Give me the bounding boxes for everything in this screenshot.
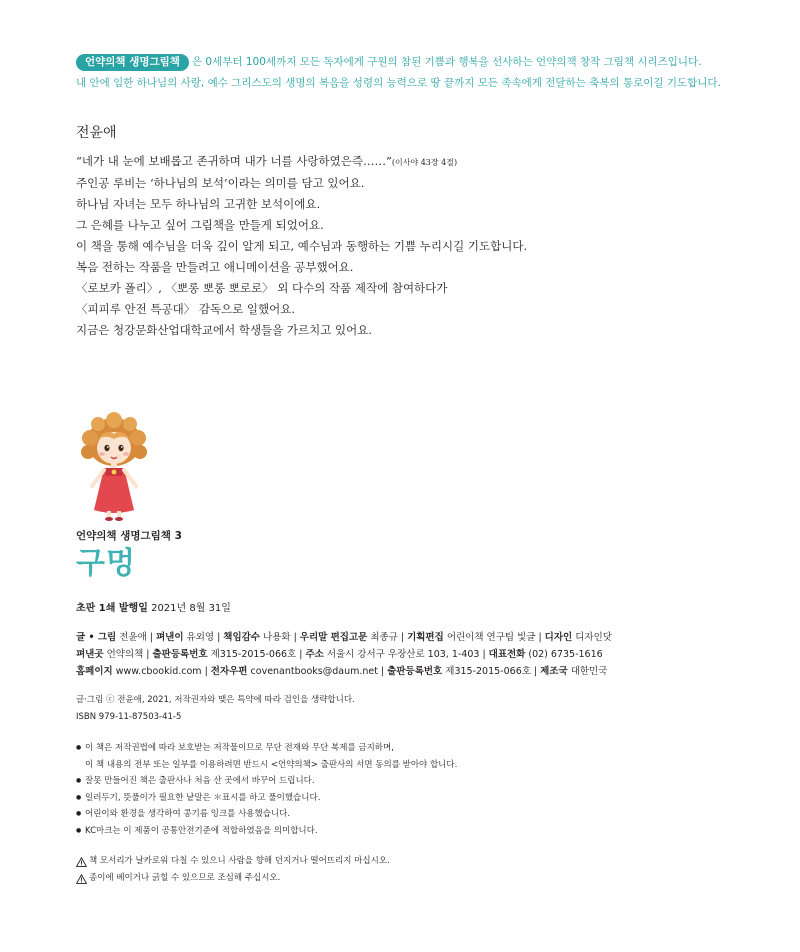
bio-line: 복음 전하는 작품을 만들려고 애니메이션을 공부했어요. [76, 260, 354, 274]
colophon [76, 528, 776, 887]
credit-label: 주소 [305, 649, 324, 660]
credit-label: 출판등록번호 [152, 649, 208, 660]
credit-label: 대표전화 [488, 649, 526, 660]
credit-value: 유외영 [186, 632, 215, 643]
credits-row-2 [76, 646, 776, 663]
credit-value: 대한민국 [570, 666, 608, 677]
credit-value: 서울시 강서구 우장산로 103, 1-403 [326, 649, 480, 660]
credit-separator: | [146, 649, 150, 660]
credit-value: (02) 6735-1616 [528, 649, 603, 660]
credit-separator: | [204, 666, 208, 677]
credit-separator: | [533, 666, 538, 677]
warnings [76, 853, 776, 887]
credit-label: 펴낸곳 [76, 649, 104, 660]
bio-line: 그 은혜를 나누고 싶어 그림책을 만들게 되었어요. [76, 218, 324, 232]
series-intro [76, 52, 776, 94]
credit-label: 제조국 [540, 666, 568, 677]
series-intro-line-1 [76, 52, 776, 73]
warning-line [76, 870, 776, 887]
credit-separator: | [482, 649, 486, 660]
credit-value: 제315-2015-066호 [445, 666, 531, 677]
bio-line: 〈피피루 안전 특공대〉 감독으로 일했어요. [76, 302, 296, 316]
notice-item: ● 어린이와 환경을 생각하여 콩기름 잉크를 사용했습니다. [76, 806, 776, 823]
notice-item: ● 이 책은 저작권법에 따라 보호받는 저작물이므로 무단 전재와 무단 복제를 금지하며, [76, 740, 776, 757]
credit-label: 우리말 편집고문 [299, 632, 368, 643]
book-title: 구멍 [76, 546, 136, 581]
notice-item: 이 책 내용의 전부 또는 일부를 이용하려면 반드시 <언약의책> 출판사의 서면 동의를 받아야 합니다. [85, 759, 458, 770]
first-edition-label: 초판 1쇄 발행일 [76, 603, 148, 614]
credit-separator: | [217, 632, 221, 643]
credit-value: 언약의책 [106, 649, 144, 660]
copyright-line: 글·그림 ⓒ 전윤애, 2021, 저작권자와 맺은 특약에 따라 검인을 생략합니다. [76, 695, 355, 705]
email-link[interactable]: covenantbooks@daum.net [250, 666, 378, 677]
bio-line: 이 책을 통해 예수님을 더욱 깊이 알게 되고, 예수님과 동행하는 기쁨 누리시길 기도합니다. [76, 239, 528, 253]
credit-value: 나용화 [263, 632, 291, 643]
credit-value: 제315-2015-066호 [210, 649, 297, 660]
warning-line [76, 853, 776, 870]
girl-character-illustration [76, 412, 152, 522]
notice-item: ● 잘못 만들어진 책은 출판사나 처음 산 곳에서 바꾸어 드립니다. [76, 773, 776, 790]
notices-list [76, 740, 776, 839]
series-name: 언약의책 생명그림책 3 [76, 530, 182, 542]
credit-label: 전자우편 [210, 666, 248, 677]
series-intro-text-1: 은 0세부터 100세까지 모든 독자에게 구원의 참된 기쁨과 행복을 선사하는 언약의책 창작 그림책 시리즈입니다. [191, 56, 702, 68]
isbn: ISBN 979-11-87503-41-5 [76, 712, 182, 722]
bio-line: 지금은 청강문화산업대학교에서 학생들을 가르치고 있어요. [76, 323, 372, 337]
credits-row-1 [76, 629, 776, 646]
series-badge: 언약의책 생명그림책 [76, 54, 189, 71]
credits-row-3 [76, 663, 776, 680]
credit-label: 글 • 그림 [76, 632, 117, 643]
notice-item: ● 일러두기, 뜻풀이가 필요한 낱말은 ＊표시를 하고 풀이했습니다. [76, 790, 776, 807]
series-intro-line-2: 내 안에 임한 하나님의 사랑, 예수 그리스도의 생명의 복음을 성령의 능력으로 땅 끝까지 모든 족속에게 전달하는 축복의 통로이길 기도합니다. [76, 77, 721, 89]
copyright [76, 692, 776, 726]
credit-separator: | [293, 632, 297, 643]
bio-line: 주인공 루비는 ‘하나님의 보석’이라는 의미를 담고 있어요. [76, 176, 365, 190]
first-edition [76, 599, 776, 614]
homepage-link[interactable]: www.cbookid.com [115, 666, 202, 677]
credit-label: 책임감수 [223, 632, 260, 643]
credit-separator: | [380, 666, 385, 677]
credits [76, 629, 776, 680]
warning-triangle-icon [76, 874, 87, 884]
warning-text: 책 모서리가 날카로워 다칠 수 있으니 사람을 향해 던지거나 떨어뜨리지 마십시오. [89, 856, 390, 866]
warning-triangle-icon [76, 857, 87, 867]
bio-quote-reference: (이사야 43장 4절) [391, 158, 458, 167]
credit-separator: | [538, 632, 542, 643]
credit-label: 펴낸이 [155, 632, 184, 643]
credit-separator: | [149, 632, 153, 643]
credit-value: 최종규 [370, 632, 398, 643]
credit-label: 기획편집 [407, 632, 444, 643]
bio-line: 〈로보카 폴리〉, 〈뽀롱 뽀롱 뽀로로〉 외 다수의 작품 제작에 참여하다가 [76, 281, 448, 295]
bio-quote-line [76, 151, 776, 173]
bio-line: 하나님 자녀는 모두 하나님의 고귀한 보석이에요. [76, 197, 321, 211]
warning-text: 종이에 베이거나 긁힐 수 있으므로 조심해 주십시오. [89, 873, 281, 883]
notice-item: ● KC마크는 이 제품이 공통안전기준에 적합하였음을 의미합니다. [76, 823, 776, 840]
credit-label: 출판등록번호 [387, 666, 443, 677]
author-name: 전윤애 [76, 125, 117, 141]
credit-label: 홈페이지 [76, 666, 113, 677]
credit-value: 디자인닷 [575, 632, 612, 643]
credit-value: 어린이책 연구팀 빛글 [446, 632, 536, 643]
first-edition-date: 2021년 8월 31일 [151, 603, 231, 614]
credit-value: 전윤애 [119, 632, 147, 643]
author-bio [76, 151, 776, 341]
bio-quote: “네가 내 눈에 보배롭고 존귀하며 내가 너를 사랑하였은즉……” [76, 154, 392, 168]
credit-separator: | [299, 649, 303, 660]
credit-separator: | [400, 632, 405, 643]
credit-label: 디자인 [544, 632, 573, 643]
